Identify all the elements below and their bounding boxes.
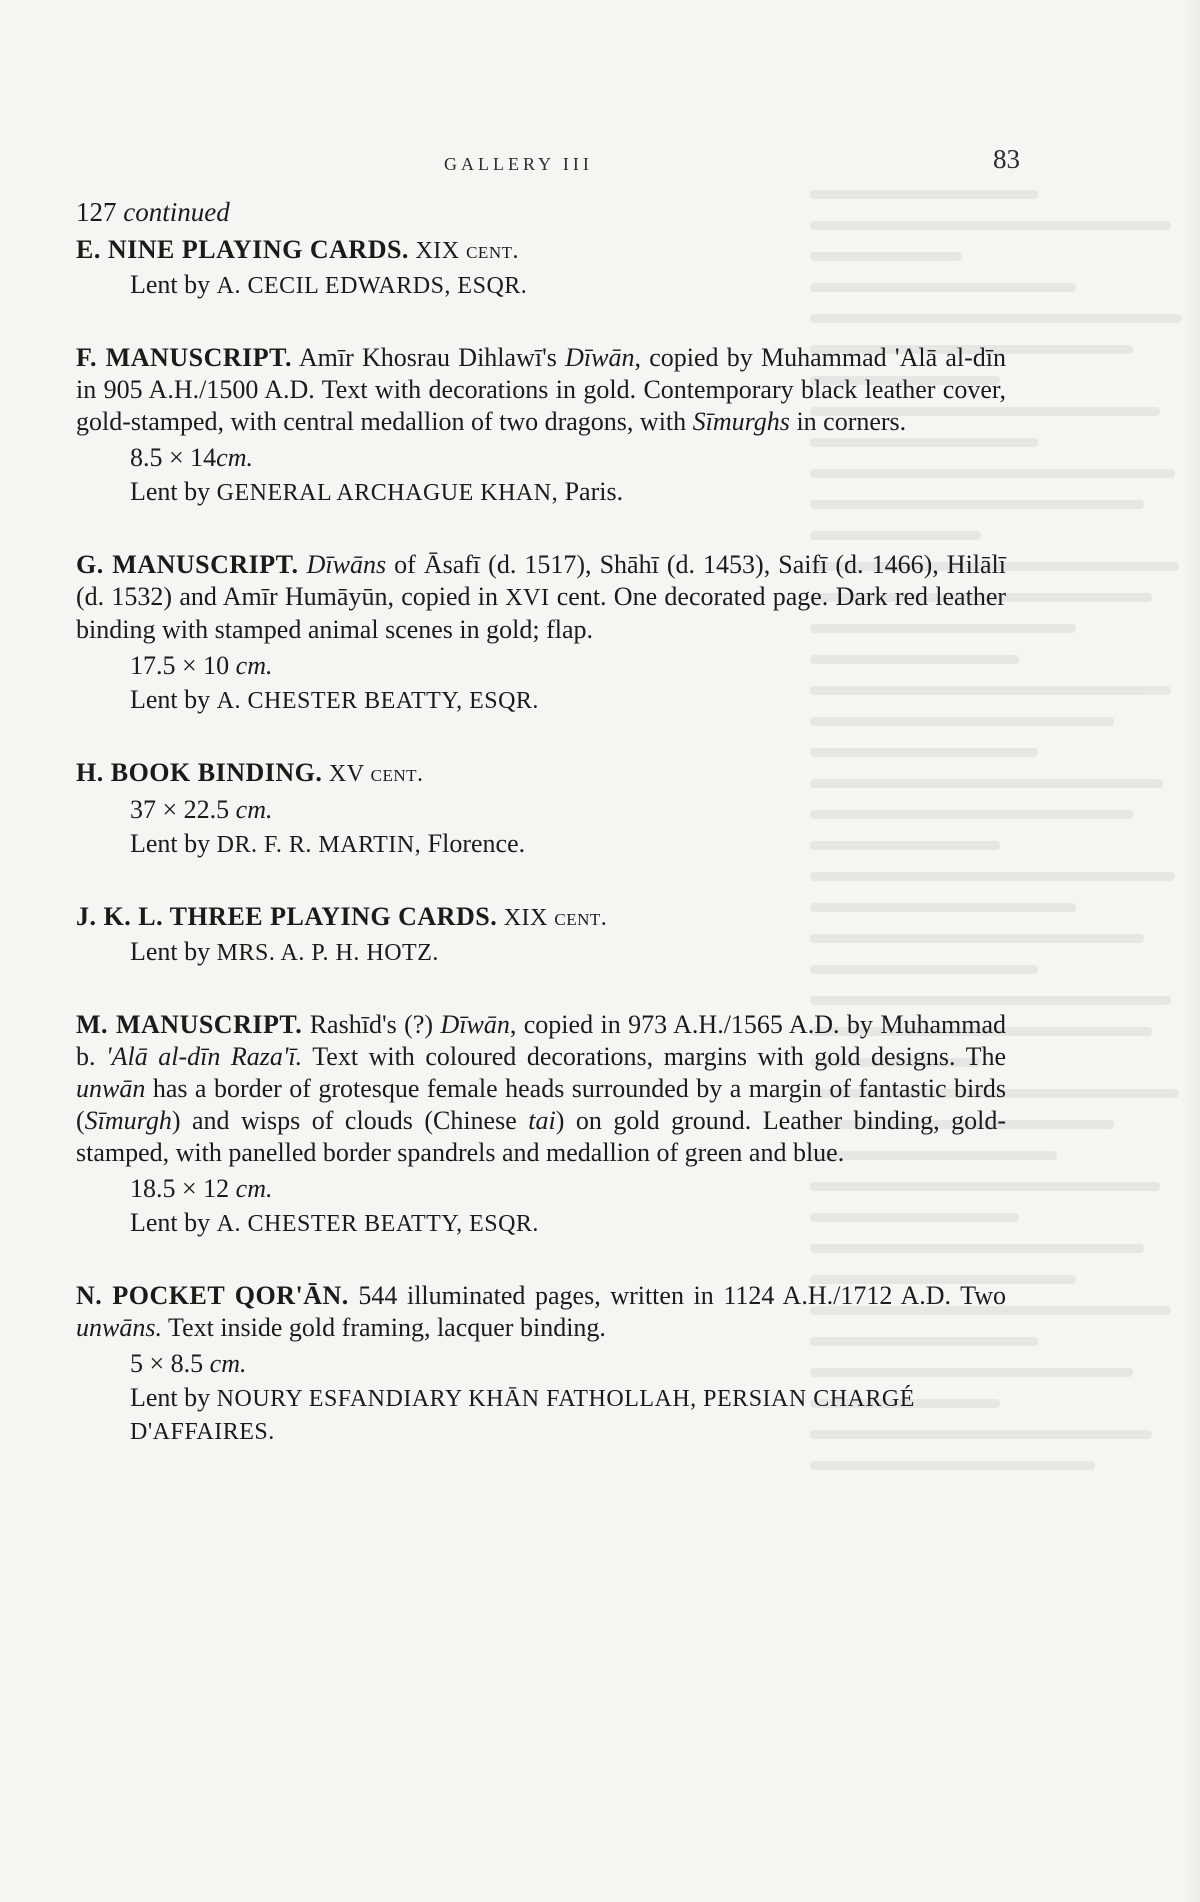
entry-e-heading: E. NINE PLAYING CARDS.	[76, 235, 409, 264]
entry-e-heading-line	[76, 234, 1006, 267]
entry-n-italic-1: unwāns.	[76, 1313, 162, 1342]
entry-f-dims-num: 8.5 × 14	[130, 443, 217, 472]
entry-m-italic-1: Dīwān	[440, 1010, 510, 1039]
entry-m-text-6: ) on gold ground. Leather binding, gold-stamped, with panelled border spandrels and medallion of green and blue.	[76, 1106, 1006, 1167]
entry-m-text-3: Text with coloured decorations, margins with gold designs. The	[312, 1042, 1007, 1071]
entry-m-italic-5: tai	[528, 1106, 556, 1135]
entry-g-italic-1: Dīwāns	[306, 550, 387, 579]
entry-m-text-4: has a border of grotesque female heads surrounded by a margin of fantastic birds (	[76, 1074, 1006, 1135]
entry-n-lent-line	[76, 1382, 1006, 1448]
page-number: 83	[993, 144, 1020, 174]
entry-m-lender: A. CHESTER BEATTY, ESQR.	[216, 1211, 539, 1237]
entry-f-lent-prefix: Lent by	[130, 477, 211, 506]
entry-h-lent-prefix: Lent by	[130, 829, 211, 858]
entry-m-heading: M. MANUSCRIPT.	[76, 1010, 303, 1039]
entry-f-lender-place: Paris.	[564, 477, 624, 506]
entry-h-heading-line	[76, 757, 1006, 790]
entry-h-dimensions	[76, 794, 1006, 826]
entry-g-description	[76, 549, 1006, 646]
catalogue-number: 127	[76, 197, 117, 227]
entry-e-lender: A. CECIL EDWARDS, ESQR.	[216, 273, 528, 299]
entry-jkl-lent-line	[76, 936, 1006, 969]
entry-jkl-lent-prefix: Lent by	[130, 937, 211, 966]
entry-f-heading: F. MANUSCRIPT.	[76, 343, 293, 372]
entry-g-heading: G. MANUSCRIPT.	[76, 550, 299, 579]
entry-f-lent-line	[76, 476, 1006, 509]
entry-n	[76, 1280, 1006, 1448]
entry-m-dims-num: 18.5 × 12	[130, 1174, 230, 1203]
entry-f-text-2: , copied by Muhammad 'Alā al-dīn in 905 A.H./1500 A.D. Text with decorations in gold. Contemporary black leather cover, gold-stamped, with central medallion of two dragons, with	[76, 343, 1006, 436]
entry-m-lent-line	[76, 1207, 1006, 1240]
entry-h-lender: DR. F. R. MARTIN,	[216, 832, 422, 858]
entry-g	[76, 549, 1006, 717]
entry-m-italic-3: unwān	[76, 1074, 146, 1103]
entry-g-text-2: cent. One decorated page. Dark red leather binding with stamped animal scenes in gold; flap.	[76, 582, 1007, 644]
entry-e-lent-prefix: Lent by	[130, 270, 211, 299]
entry-jkl-heading: J. K. L. THREE PLAYING CARDS.	[76, 902, 498, 931]
entry-h-date: XV cent.	[328, 761, 424, 787]
entry-f-text-3: in corners.	[796, 407, 907, 436]
entry-g-lent-line	[76, 684, 1006, 717]
entry-g-dimensions	[76, 650, 1006, 682]
entry-f-italic-2: Sīmurghs	[692, 407, 790, 436]
entry-m-text-2: , copied in 973 A.H./1565 A.D. by Muhammad b.	[76, 1010, 1007, 1071]
entry-n-lent-prefix: Lent by	[130, 1383, 211, 1412]
continuation-line	[76, 196, 1006, 228]
continued-label: continued	[123, 197, 230, 227]
entry-f-dims-unit: cm.	[216, 443, 253, 472]
entry-m-lent-prefix: Lent by	[130, 1208, 211, 1237]
entry-e-date: XIX cent.	[415, 238, 519, 264]
entry-g-dims-num: 17.5 × 10	[130, 651, 230, 680]
entry-f	[76, 342, 1006, 509]
entry-f-lender: GENERAL ARCHAGUE KHAN,	[216, 480, 559, 506]
entry-n-dims-num: 5 × 8.5	[130, 1349, 204, 1378]
entry-g-lender: A. CHESTER BEATTY, ESQR.	[216, 688, 539, 714]
entry-m-dimensions	[76, 1173, 1006, 1205]
entry-m-text-5: ) and wisps of clouds (Chinese	[171, 1106, 517, 1135]
entry-h	[76, 757, 1006, 861]
entry-f-italic-1: Dīwān	[565, 343, 635, 372]
running-head: GALLERY III	[444, 154, 593, 174]
entry-jkl	[76, 901, 1006, 969]
entry-f-description	[76, 342, 1006, 438]
entry-e-lent-line	[76, 269, 1006, 302]
entry-g-text-1: of Āsafī (d. 1517), Shāhī (d. 1453), Saifī (d. 1466), Hilālī (d. 1532) and Amīr Humāyūn, copied in	[76, 550, 1006, 611]
entry-n-description	[76, 1280, 1006, 1344]
entry-h-lender-place: Florence.	[427, 829, 526, 858]
entry-m-italic-4: Sīmurgh	[84, 1106, 172, 1135]
entry-jkl-heading-line	[76, 901, 1006, 934]
entry-g-dims-unit: cm.	[235, 651, 273, 680]
entry-n-dims-unit: cm.	[209, 1349, 247, 1378]
entry-n-text-2: Text inside gold framing, lacquer binding.	[168, 1313, 606, 1342]
entry-n-text-1: 544 illuminated pages, written in 1124 A.H./1712 A.D. Two	[358, 1281, 1006, 1310]
entry-jkl-lender: MRS. A. P. H. HOTZ.	[216, 940, 439, 966]
entry-g-date: XVI	[505, 585, 550, 611]
entry-n-heading: N. POCKET QOR'ĀN.	[76, 1281, 349, 1310]
entry-m-italic-2: 'Alā al-dīn Raza'ī.	[106, 1042, 303, 1071]
entry-h-lent-line	[76, 828, 1006, 861]
entry-f-dimensions	[76, 442, 1006, 474]
entry-h-dims-num: 37 × 22.5	[130, 795, 230, 824]
entry-m-text-1: Rashīd's (?)	[309, 1010, 434, 1039]
entry-jkl-date: XIX cent.	[503, 905, 608, 931]
entry-g-lent-prefix: Lent by	[130, 685, 211, 714]
entry-n-lender: NOURY ESFANDIARY KHĀN FATHOLLAH, PERSIAN CHARGÉ D'AFFAIRES.	[130, 1386, 915, 1445]
entry-m-dims-unit: cm.	[235, 1174, 273, 1203]
entry-f-text-1: Amīr Khosrau Dihlawī's	[298, 343, 557, 372]
entry-m	[76, 1009, 1006, 1240]
entry-h-dims-unit: cm.	[235, 795, 273, 824]
entry-h-heading: H. BOOK BINDING.	[76, 758, 323, 787]
entry-m-description	[76, 1009, 1006, 1169]
entry-e	[76, 234, 1006, 302]
entry-n-dimensions	[76, 1348, 1006, 1380]
catalogue-content	[76, 196, 1006, 1488]
